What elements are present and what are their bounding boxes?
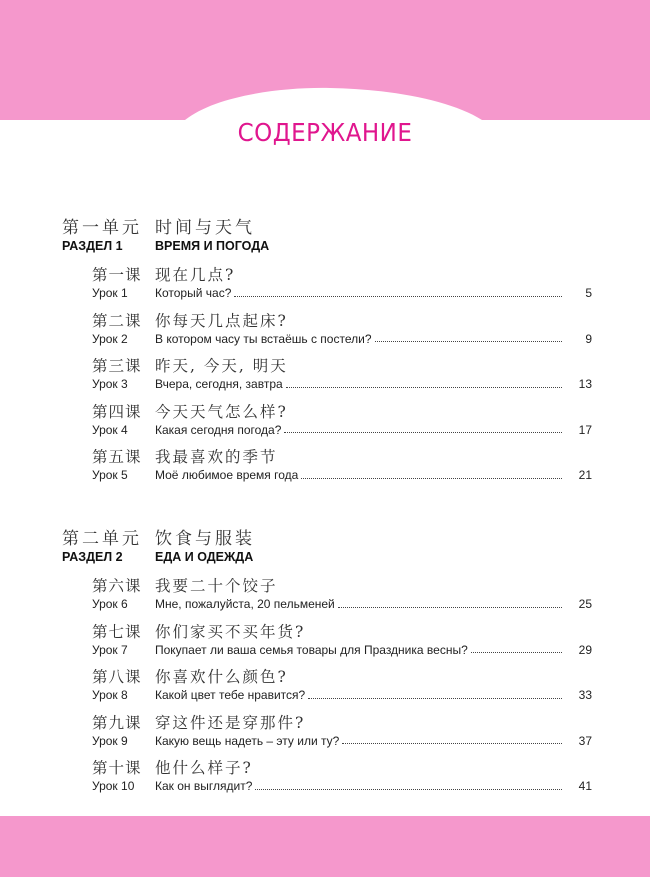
lesson-title-ru: Мне, пожалуйста, 20 пельменей [155,597,335,611]
lesson-title-ru: Как он выглядит? [155,779,253,793]
unit-heading-ru [62,549,592,564]
dot-leader [255,777,562,790]
dot-leader [284,420,562,433]
lesson-title-ru: Какую вещь надеть – эту или ту? [155,733,340,748]
lesson-label-zh: 第一课 [92,266,142,284]
dot-leader [338,595,562,608]
dot-leader [471,640,562,653]
toc-section-1 [62,213,592,491]
lesson-label-ru: Урок 7 [92,642,128,657]
toc-entry-lesson-6[interactable] [62,574,592,620]
lesson-label-ru: Урок 10 [92,779,135,793]
lesson-title-zh: 你每天几点起床? [155,311,288,330]
toc-entry-lesson-8[interactable] [62,665,592,711]
lesson-title-ru: Какая сегодня погода? [155,422,282,437]
lesson-title-ru: Который час? [155,286,232,300]
unit-label-zh: 第一单元 [62,217,142,238]
lesson-label-zh: 第八课 [92,668,142,686]
toc-entry-lesson-7[interactable] [62,620,592,666]
lesson-label-ru: Урок 1 [92,286,128,300]
lesson-title-ru: Какой цвет тебе нравится? [155,688,306,702]
page-number: 17 [578,422,592,437]
dot-leader [234,284,562,297]
lesson-title-ru: Моё любимое время года [155,468,299,482]
page-number: 21 [578,468,592,482]
dot-leader [375,329,563,342]
lesson-label-zh: 第七课 [92,622,142,641]
lesson-label-zh: 第九课 [92,713,142,732]
lesson-title-zh: 穿这件还是穿那件? [155,713,306,732]
lesson-label-ru: Урок 6 [92,597,128,611]
lesson-title-ru: Покупает ли ваша семья товары для Праздника весны? [155,642,468,657]
toc-entry-lesson-2[interactable] [62,309,592,355]
page-number: 29 [578,642,592,657]
lesson-title-zh: 今天天气怎么样? [155,402,288,421]
lesson-label-zh: 第五课 [92,448,142,466]
page-number: 37 [578,733,592,748]
dot-leader [342,731,562,744]
unit-title-ru: ВРЕМЯ И ПОГОДА [155,238,270,253]
lesson-label-ru: Урок 9 [92,733,128,748]
unit-title-zh: 饮食与服装 [155,528,255,549]
toc-entry-lesson-5[interactable] [62,445,592,491]
toc-entry-lesson-1[interactable] [62,263,592,309]
page-number: 25 [578,597,592,611]
lesson-title-zh: 我要二十个饺子 [155,577,278,595]
lesson-title-zh: 现在几点? [155,266,236,284]
unit-label-zh: 第二单元 [62,528,142,549]
header-dome-shape [0,0,650,130]
lesson-title-zh: 他什么样子? [155,759,253,777]
lesson-label-zh: 第二课 [92,311,142,330]
lesson-title-zh: 昨天, 今天, 明天 [155,357,288,375]
page-number: 9 [585,331,592,346]
lesson-label-zh: 第三课 [92,357,142,375]
unit-title-zh: 时间与天气 [155,217,255,238]
toc-entry-lesson-3[interactable] [62,354,592,400]
toc-entry-lesson-9[interactable] [62,711,592,757]
unit-heading-ru [62,238,592,253]
lesson-title-ru: В котором часу ты встаёшь с постели? [155,331,372,346]
page-number: 41 [578,779,592,793]
lesson-label-ru: Урок 8 [92,688,128,702]
lesson-title-zh: 我最喜欢的季节 [155,448,278,466]
lesson-label-ru: Урок 4 [92,422,128,437]
lesson-title-ru: Вчера, сегодня, завтра [155,377,283,391]
toc-section-2 [62,524,592,802]
lesson-label-zh: 第十课 [92,759,142,777]
page-number: 5 [585,286,592,300]
dot-leader [308,686,562,699]
lesson-title-zh: 你喜欢什么颜色? [155,668,288,686]
unit-label-ru: РАЗДЕЛ 2 [62,549,123,564]
page-number: 13 [578,377,592,391]
lesson-title-zh: 你们家买不买年货? [155,622,306,641]
unit-title-ru: ЕДА И ОДЕЖДА [155,549,254,564]
toc-entry-lesson-10[interactable] [62,756,592,802]
dot-leader [286,375,562,388]
unit-heading-zh [62,213,592,237]
lesson-label-ru: Урок 2 [92,331,128,346]
page-number: 33 [578,688,592,702]
unit-label-ru: РАЗДЕЛ 1 [62,238,123,253]
footer-band [0,816,650,877]
unit-heading-zh [62,524,592,548]
page-title: СОДЕРЖАНИЕ [237,118,413,147]
toc-entry-lesson-4[interactable] [62,400,592,446]
lesson-label-zh: 第四课 [92,402,142,421]
lesson-label-ru: Урок 3 [92,377,128,391]
lesson-label-ru: Урок 5 [92,468,128,482]
dot-leader [301,466,562,479]
lesson-label-zh: 第六课 [92,577,142,595]
